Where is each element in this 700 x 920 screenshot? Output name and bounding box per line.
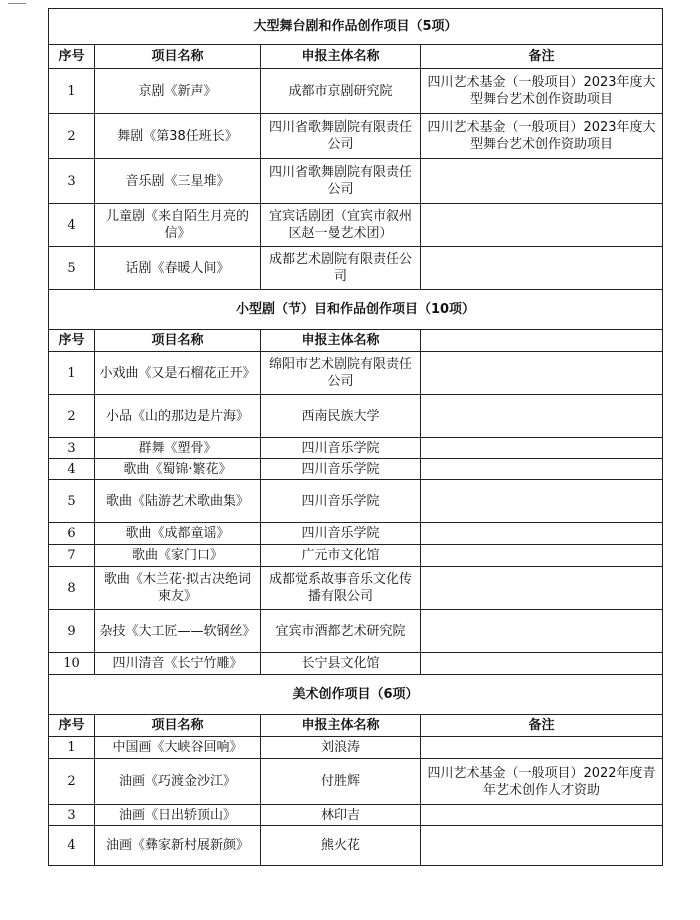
project-name: 杂技《大工匠——软钢丝》 (95, 610, 261, 653)
section-title-row (49, 9, 663, 45)
applicant-name: 西南民族大学 (261, 395, 421, 438)
col-header-no: 序号 (49, 715, 95, 737)
project-name: 儿童剧《来自陌生月亮的信》 (95, 204, 261, 247)
table-row (49, 395, 663, 438)
remark (421, 610, 663, 653)
table-body (49, 9, 663, 866)
remark: 四川艺术基金（一般项目）2023年度大型舞台艺术创作资助项目 (421, 69, 663, 114)
table-row (49, 159, 663, 204)
project-name: 中国画《大峡谷回响》 (95, 737, 261, 759)
project-name: 舞剧《第38任班长》 (95, 114, 261, 159)
project-name: 小品《山的那边是片海》 (95, 395, 261, 438)
applicant-name: 成都艺术剧院有限责任公司 (261, 247, 421, 290)
row-number: 5 (49, 480, 95, 523)
row-number: 2 (49, 759, 95, 805)
project-name: 歌曲《木兰花·拟古决绝词柬友》 (95, 567, 261, 610)
project-name: 话剧《春暖人间》 (95, 247, 261, 290)
col-header-remark: 备注 (421, 45, 663, 69)
remark (421, 204, 663, 247)
col-header-project: 项目名称 (95, 45, 261, 69)
row-number: 3 (49, 438, 95, 459)
applicant-name: 四川音乐学院 (261, 438, 421, 459)
table-row (49, 759, 663, 805)
remark (421, 653, 663, 675)
section-title: 大型舞台剧和作品创作项目（5项） (49, 9, 663, 45)
row-number: 1 (49, 737, 95, 759)
applicant-name: 四川音乐学院 (261, 459, 421, 480)
row-number: 3 (49, 805, 95, 826)
row-number: 3 (49, 159, 95, 204)
row-number: 10 (49, 653, 95, 675)
remark (421, 438, 663, 459)
applicant-name: 成都觉系故事音乐文化传播有限公司 (261, 567, 421, 610)
remark (421, 159, 663, 204)
table-row (49, 805, 663, 826)
project-name: 音乐剧《三星堆》 (95, 159, 261, 204)
remark (421, 523, 663, 545)
remark (421, 567, 663, 610)
table-row (49, 438, 663, 459)
table-row (49, 567, 663, 610)
applicant-name: 绵阳市艺术剧院有限责任公司 (261, 352, 421, 395)
applicant-name: 四川音乐学院 (261, 523, 421, 545)
col-header-project: 项目名称 (95, 330, 261, 352)
col-header-no: 序号 (49, 330, 95, 352)
applicant-name: 付胜辉 (261, 759, 421, 805)
column-header-row (49, 45, 663, 69)
col-header-org: 申报主体名称 (261, 330, 421, 352)
applicant-name: 四川音乐学院 (261, 480, 421, 523)
project-name: 群舞《塑骨》 (95, 438, 261, 459)
row-number: 5 (49, 247, 95, 290)
row-number: 1 (49, 352, 95, 395)
project-name: 油画《日出轿顶山》 (95, 805, 261, 826)
remark (421, 395, 663, 438)
remark (421, 459, 663, 480)
project-name: 小戏曲《又是石榴花正开》 (95, 352, 261, 395)
applicant-name: 宜宾话剧团（宜宾市叙州区赵一曼艺术团） (261, 204, 421, 247)
table-row (49, 352, 663, 395)
project-name: 歌曲《家门口》 (95, 545, 261, 567)
section-title: 美术创作项目（6项） (49, 675, 663, 715)
column-header-row (49, 330, 663, 352)
remark: 四川艺术基金（一般项目）2023年度大型舞台艺术创作资助项目 (421, 114, 663, 159)
project-name: 京剧《新声》 (95, 69, 261, 114)
table-row (49, 204, 663, 247)
table-row (49, 69, 663, 114)
row-number: 7 (49, 545, 95, 567)
row-number: 2 (49, 114, 95, 159)
project-name: 油画《彝家新村展新颜》 (95, 826, 261, 866)
applicant-name: 广元市文化馆 (261, 545, 421, 567)
remark (421, 737, 663, 759)
applicant-name: 成都市京剧研究院 (261, 69, 421, 114)
col-header-remark: 备注 (421, 715, 663, 737)
section-title-row (49, 290, 663, 330)
table-row (49, 826, 663, 866)
remark (421, 545, 663, 567)
table-row (49, 737, 663, 759)
remark: 四川艺术基金（一般项目）2022年度青年艺术创作人才资助 (421, 759, 663, 805)
remark (421, 480, 663, 523)
col-header-project: 项目名称 (95, 715, 261, 737)
applicant-name: 刘浪涛 (261, 737, 421, 759)
project-name: 歌曲《陆游艺术歌曲集》 (95, 480, 261, 523)
row-number: 9 (49, 610, 95, 653)
table-row (49, 523, 663, 545)
table-row (49, 247, 663, 290)
applicant-name: 四川省歌舞剧院有限责任公司 (261, 114, 421, 159)
col-header-no: 序号 (49, 45, 95, 69)
col-header-remark (421, 330, 663, 352)
column-header-row (49, 715, 663, 737)
section-title-row (49, 675, 663, 715)
applicant-name: 宜宾市酒都艺术研究院 (261, 610, 421, 653)
table-row (49, 653, 663, 675)
applicant-name: 长宁县文化馆 (261, 653, 421, 675)
applicant-name: 熊火花 (261, 826, 421, 866)
table-row (49, 480, 663, 523)
section-title: 小型剧（节）目和作品创作项目（10项） (49, 290, 663, 330)
table-row (49, 459, 663, 480)
col-header-org: 申报主体名称 (261, 45, 421, 69)
row-number: 4 (49, 826, 95, 866)
project-name: 四川清音《长宁竹雕》 (95, 653, 261, 675)
project-list-table (48, 8, 663, 866)
col-header-org: 申报主体名称 (261, 715, 421, 737)
row-number: 4 (49, 204, 95, 247)
project-name: 歌曲《蜀锦·繁花》 (95, 459, 261, 480)
remark (421, 247, 663, 290)
table-row (49, 610, 663, 653)
row-number: 8 (49, 567, 95, 610)
table-row (49, 545, 663, 567)
applicant-name: 四川省歌舞剧院有限责任公司 (261, 159, 421, 204)
project-name: 油画《巧渡金沙江》 (95, 759, 261, 805)
remark (421, 805, 663, 826)
applicant-name: 林印吉 (261, 805, 421, 826)
row-number: 6 (49, 523, 95, 545)
row-number: 4 (49, 459, 95, 480)
remark (421, 352, 663, 395)
row-number: 1 (49, 69, 95, 114)
remark (421, 826, 663, 866)
project-name: 歌曲《成都童谣》 (95, 523, 261, 545)
table-row (49, 114, 663, 159)
page-corner-mark (8, 0, 26, 4)
row-number: 2 (49, 395, 95, 438)
